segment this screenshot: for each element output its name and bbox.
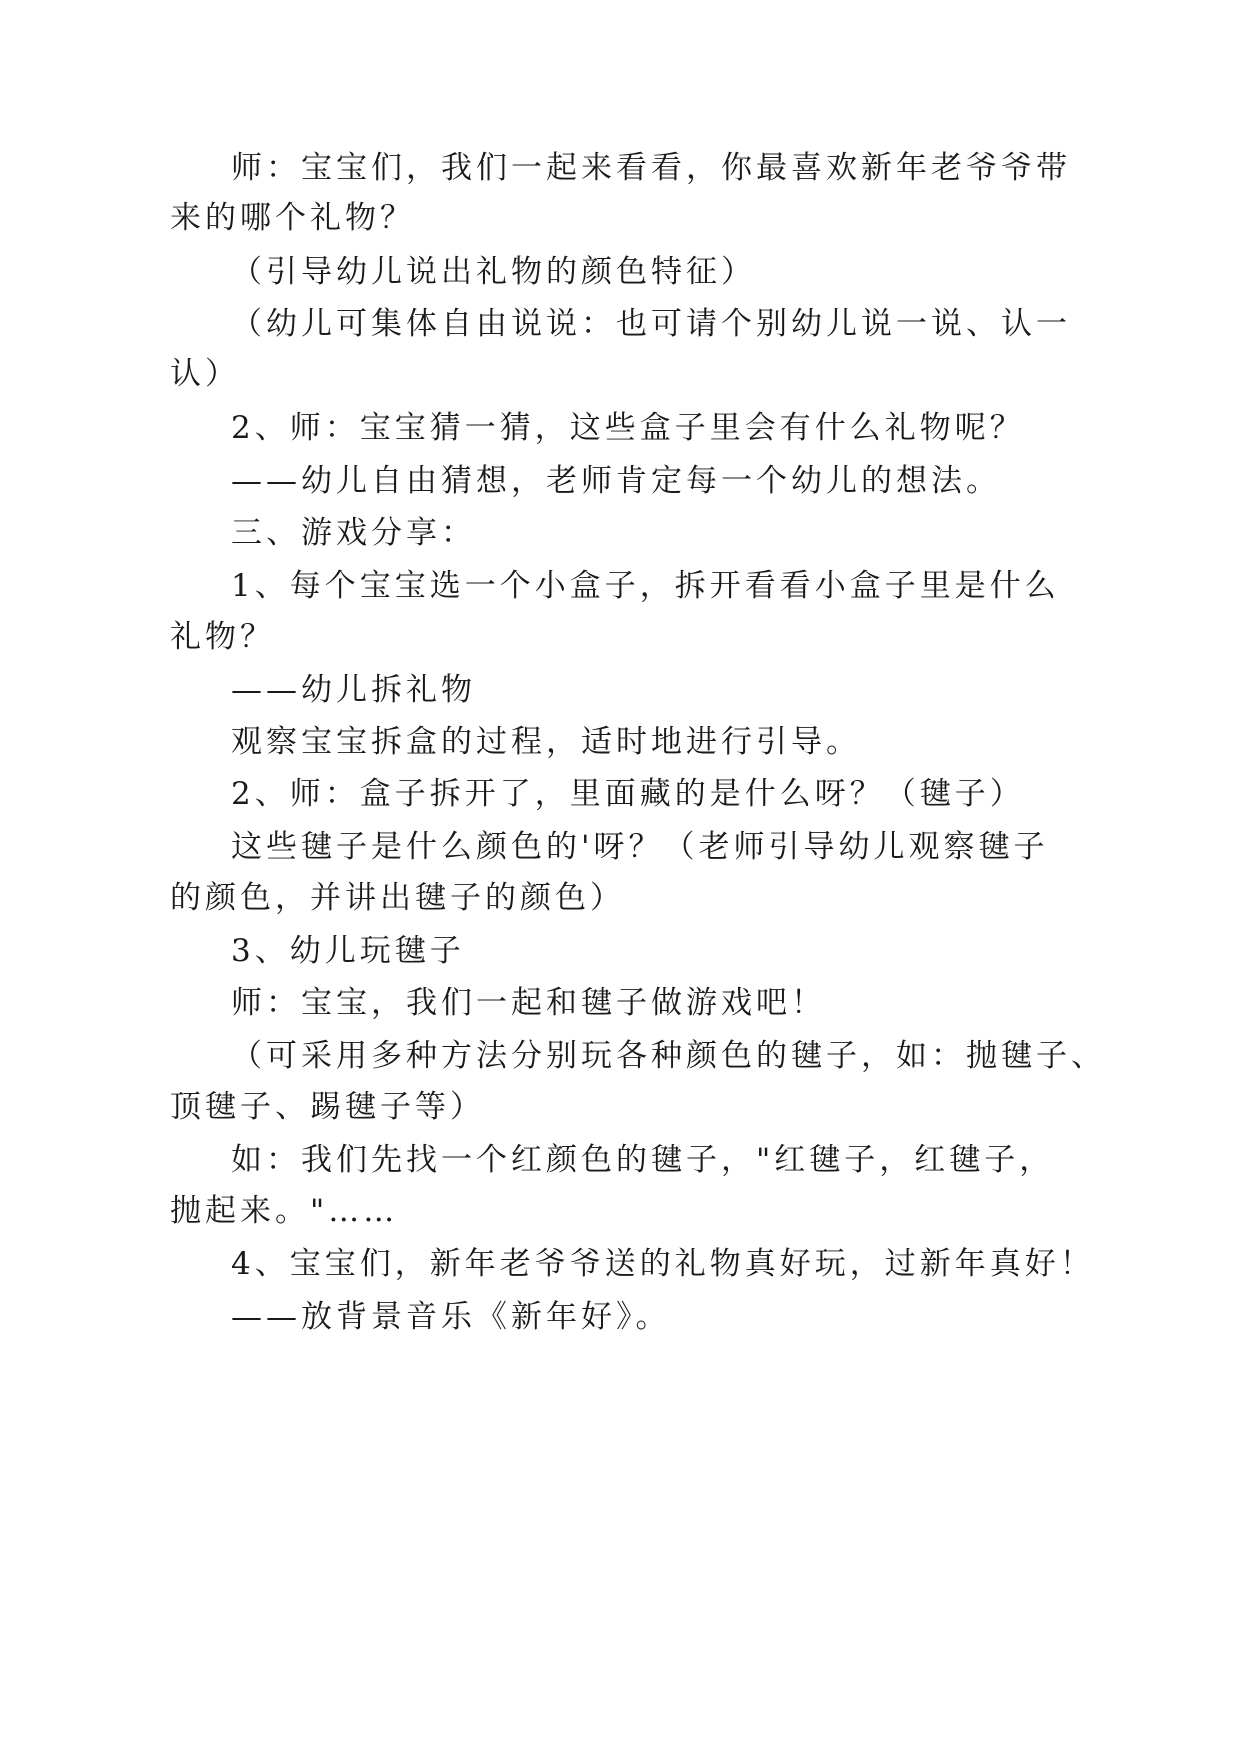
text-line-17: 师：宝宝，我们一起和毽子做游戏吧！ [231, 985, 826, 1021]
text-line-5: 认） [170, 356, 240, 392]
text-line-4: （幼儿可集体自由说说：也可请个别幼儿说一说、认一 [231, 306, 1071, 342]
text-line-14: 这些毽子是什么颜色的'呀？（老师引导幼儿观察毽子 [231, 829, 1049, 865]
text-line-12: 观察宝宝拆盒的过程，适时地进行引导。 [231, 724, 861, 760]
text-line-3: （引导幼儿说出礼物的颜色特征） [231, 254, 756, 290]
text-line-19: 顶毽子、踢毽子等） [170, 1089, 485, 1125]
text-line-11: ——幼儿拆礼物 [231, 672, 476, 708]
text-line-15: 的颜色，并讲出毽子的颜色） [170, 880, 625, 916]
text-line-22: 4、宝宝们，新年老爷爷送的礼物真好玩，过新年真好！ [231, 1246, 1095, 1282]
text-line-8: 三、游戏分享： [231, 515, 476, 551]
text-line-13: 2、师：盒子拆开了，里面藏的是什么呀？（毽子） [231, 776, 1025, 812]
text-line-1: 师：宝宝们，我们一起来看看，你最喜欢新年老爷爷带 [231, 150, 1071, 186]
text-line-2: 来的哪个礼物？ [170, 200, 415, 236]
text-line-6: 2、师：宝宝猜一猜，这些盒子里会有什么礼物呢？ [231, 410, 1025, 446]
text-line-10: 礼物？ [170, 619, 275, 655]
text-line-7: ——幼儿自由猜想，老师肯定每一个幼儿的想法。 [231, 463, 1001, 499]
text-line-23: ——放背景音乐《新年好》。 [231, 1299, 671, 1335]
text-line-20: 如：我们先找一个红颜色的毽子，"红毽子，红毽子， [231, 1142, 1055, 1178]
text-line-9: 1、每个宝宝选一个小盒子，拆开看看小盒子里是什么 [231, 568, 1060, 604]
text-line-21: 抛起来。"…… [170, 1193, 399, 1229]
text-line-18: （可采用多种方法分别玩各种颜色的毽子，如：抛毽子、 [231, 1038, 1106, 1074]
text-line-16: 3、幼儿玩毽子 [231, 933, 465, 969]
